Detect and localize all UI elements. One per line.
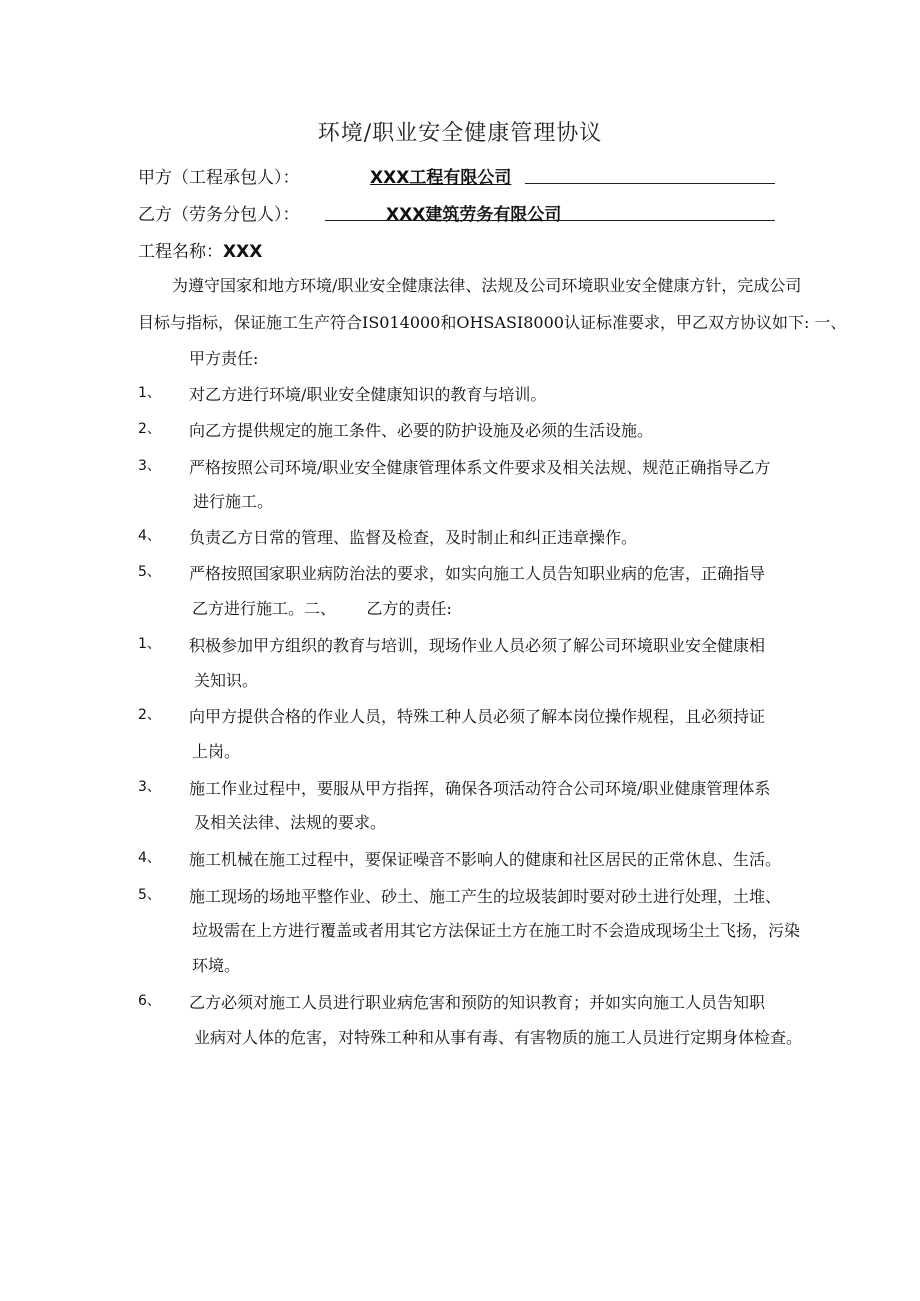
b-item-5-text-line-1: 施工现场的场地平整作业、砂土、施工产生的垃圾装卸时要对砂土进行处理，土堆、 xyxy=(189,887,782,906)
party-b-label: 乙方（劳务分包人）： xyxy=(138,205,300,225)
intro-line-2: 目标与指标，保证施工生产符合IS014000和OHSASI8000认证标准要求，甲乙双方协议如下: 一、 xyxy=(138,313,847,332)
a-item-3-text-line-2: 进行施工。 xyxy=(193,492,274,511)
b-item-5-text-line-3: 环境。 xyxy=(192,956,241,975)
intro-line-1: 为遵守国家和地方环境/职业安全健康法律、法规及公司环境职业安全健康方针，完成公司 xyxy=(172,276,802,295)
a-item-4-number: 4、 xyxy=(138,528,161,544)
a-item-5-number: 5、 xyxy=(138,564,161,580)
a-item-3-text-line-1: 严格按照公司环境/职业安全健康管理体系文件要求及相关法规、规范正确指导乙方 xyxy=(189,458,771,477)
a-item-1-text: 对乙方进行环境/职业安全健康知识的教育与培训。 xyxy=(189,385,547,404)
b-item-4-number: 4、 xyxy=(138,850,161,866)
b-item-2-text-line-2: 上岗。 xyxy=(192,742,241,761)
b-item-2-number: 2、 xyxy=(138,707,161,723)
party-a-label: 甲方（工程承包人）： xyxy=(138,168,300,188)
party-a-underline xyxy=(525,163,775,184)
project-name-row xyxy=(138,237,262,262)
a-item-1-number: 1、 xyxy=(138,385,161,401)
a-item-2-text: 向乙方提供规定的施工条件、必要的防护设施及必须的生活设施。 xyxy=(189,421,654,440)
party-a-value: XXX工程有限公司 xyxy=(370,168,512,188)
project-value: XXX xyxy=(223,242,263,262)
b-item-1-text-line-1: 积极参加甲方组织的教育与培训，现场作业人员必须了解公司环境职业安全健康相 xyxy=(189,636,766,655)
b-item-1-number: 1、 xyxy=(138,636,161,652)
a-item-3-number: 3、 xyxy=(138,458,161,474)
b-item-5-text-line-2: 垃圾需在上方进行覆盖或者用其它方法保证土方在施工时不会造成现场尘土飞扬，污染 xyxy=(192,921,801,940)
a-item-2-number: 2、 xyxy=(138,421,161,437)
b-item-6-number: 6、 xyxy=(138,993,161,1009)
a-item-5-text-line-1: 严格按照国家职业病防治法的要求，如实向施工人员告知职业病的危害，正确指导 xyxy=(189,564,766,583)
b-item-3-number: 3、 xyxy=(138,779,161,795)
b-item-4-text: 施工机械在施工过程中，要保证噪音不影响人的健康和社区居民的正常休息、生活。 xyxy=(189,850,782,869)
section-a-heading: 甲方责任: xyxy=(189,349,259,368)
b-item-1-text-line-2: 关知识。 xyxy=(194,671,259,690)
b-item-6-text-line-1: 乙方必须对施工人员进行职业病危害和预防的知识教育；并如实向施工人员告知职 xyxy=(189,993,766,1012)
a-item-5-text-line-2: 乙方进行施工。二、 乙方的责任: xyxy=(192,599,452,618)
b-item-6-text-line-2: 业病对人体的危害，对特殊工种和从事有毒、有害物质的施工人员进行定期身体检查。 xyxy=(194,1028,803,1047)
party-b-value: XXX建筑劳务有限公司 xyxy=(386,205,562,225)
a-item-4-text: 负责乙方日常的管理、监督及检查，及时制止和纠正违章操作。 xyxy=(189,528,638,547)
b-item-2-text-line-1: 向甲方提供合格的作业人员，特殊工种人员必须了解本岗位操作规程，且必须持证 xyxy=(189,707,766,726)
b-item-5-number: 5、 xyxy=(138,887,161,903)
project-label: 工程名称： xyxy=(138,242,223,262)
document-title: 环境/职业安全健康管理协议 xyxy=(317,121,603,146)
party-a-value-field xyxy=(370,163,511,188)
b-item-3-text-line-1: 施工作业过程中，要服从甲方指挥，确保各项活动符合公司环境/职业健康管理体系 xyxy=(189,779,771,798)
b-item-3-text-line-2: 及相关法律、法规的要求。 xyxy=(194,813,387,832)
party-b-value-field xyxy=(386,200,561,225)
